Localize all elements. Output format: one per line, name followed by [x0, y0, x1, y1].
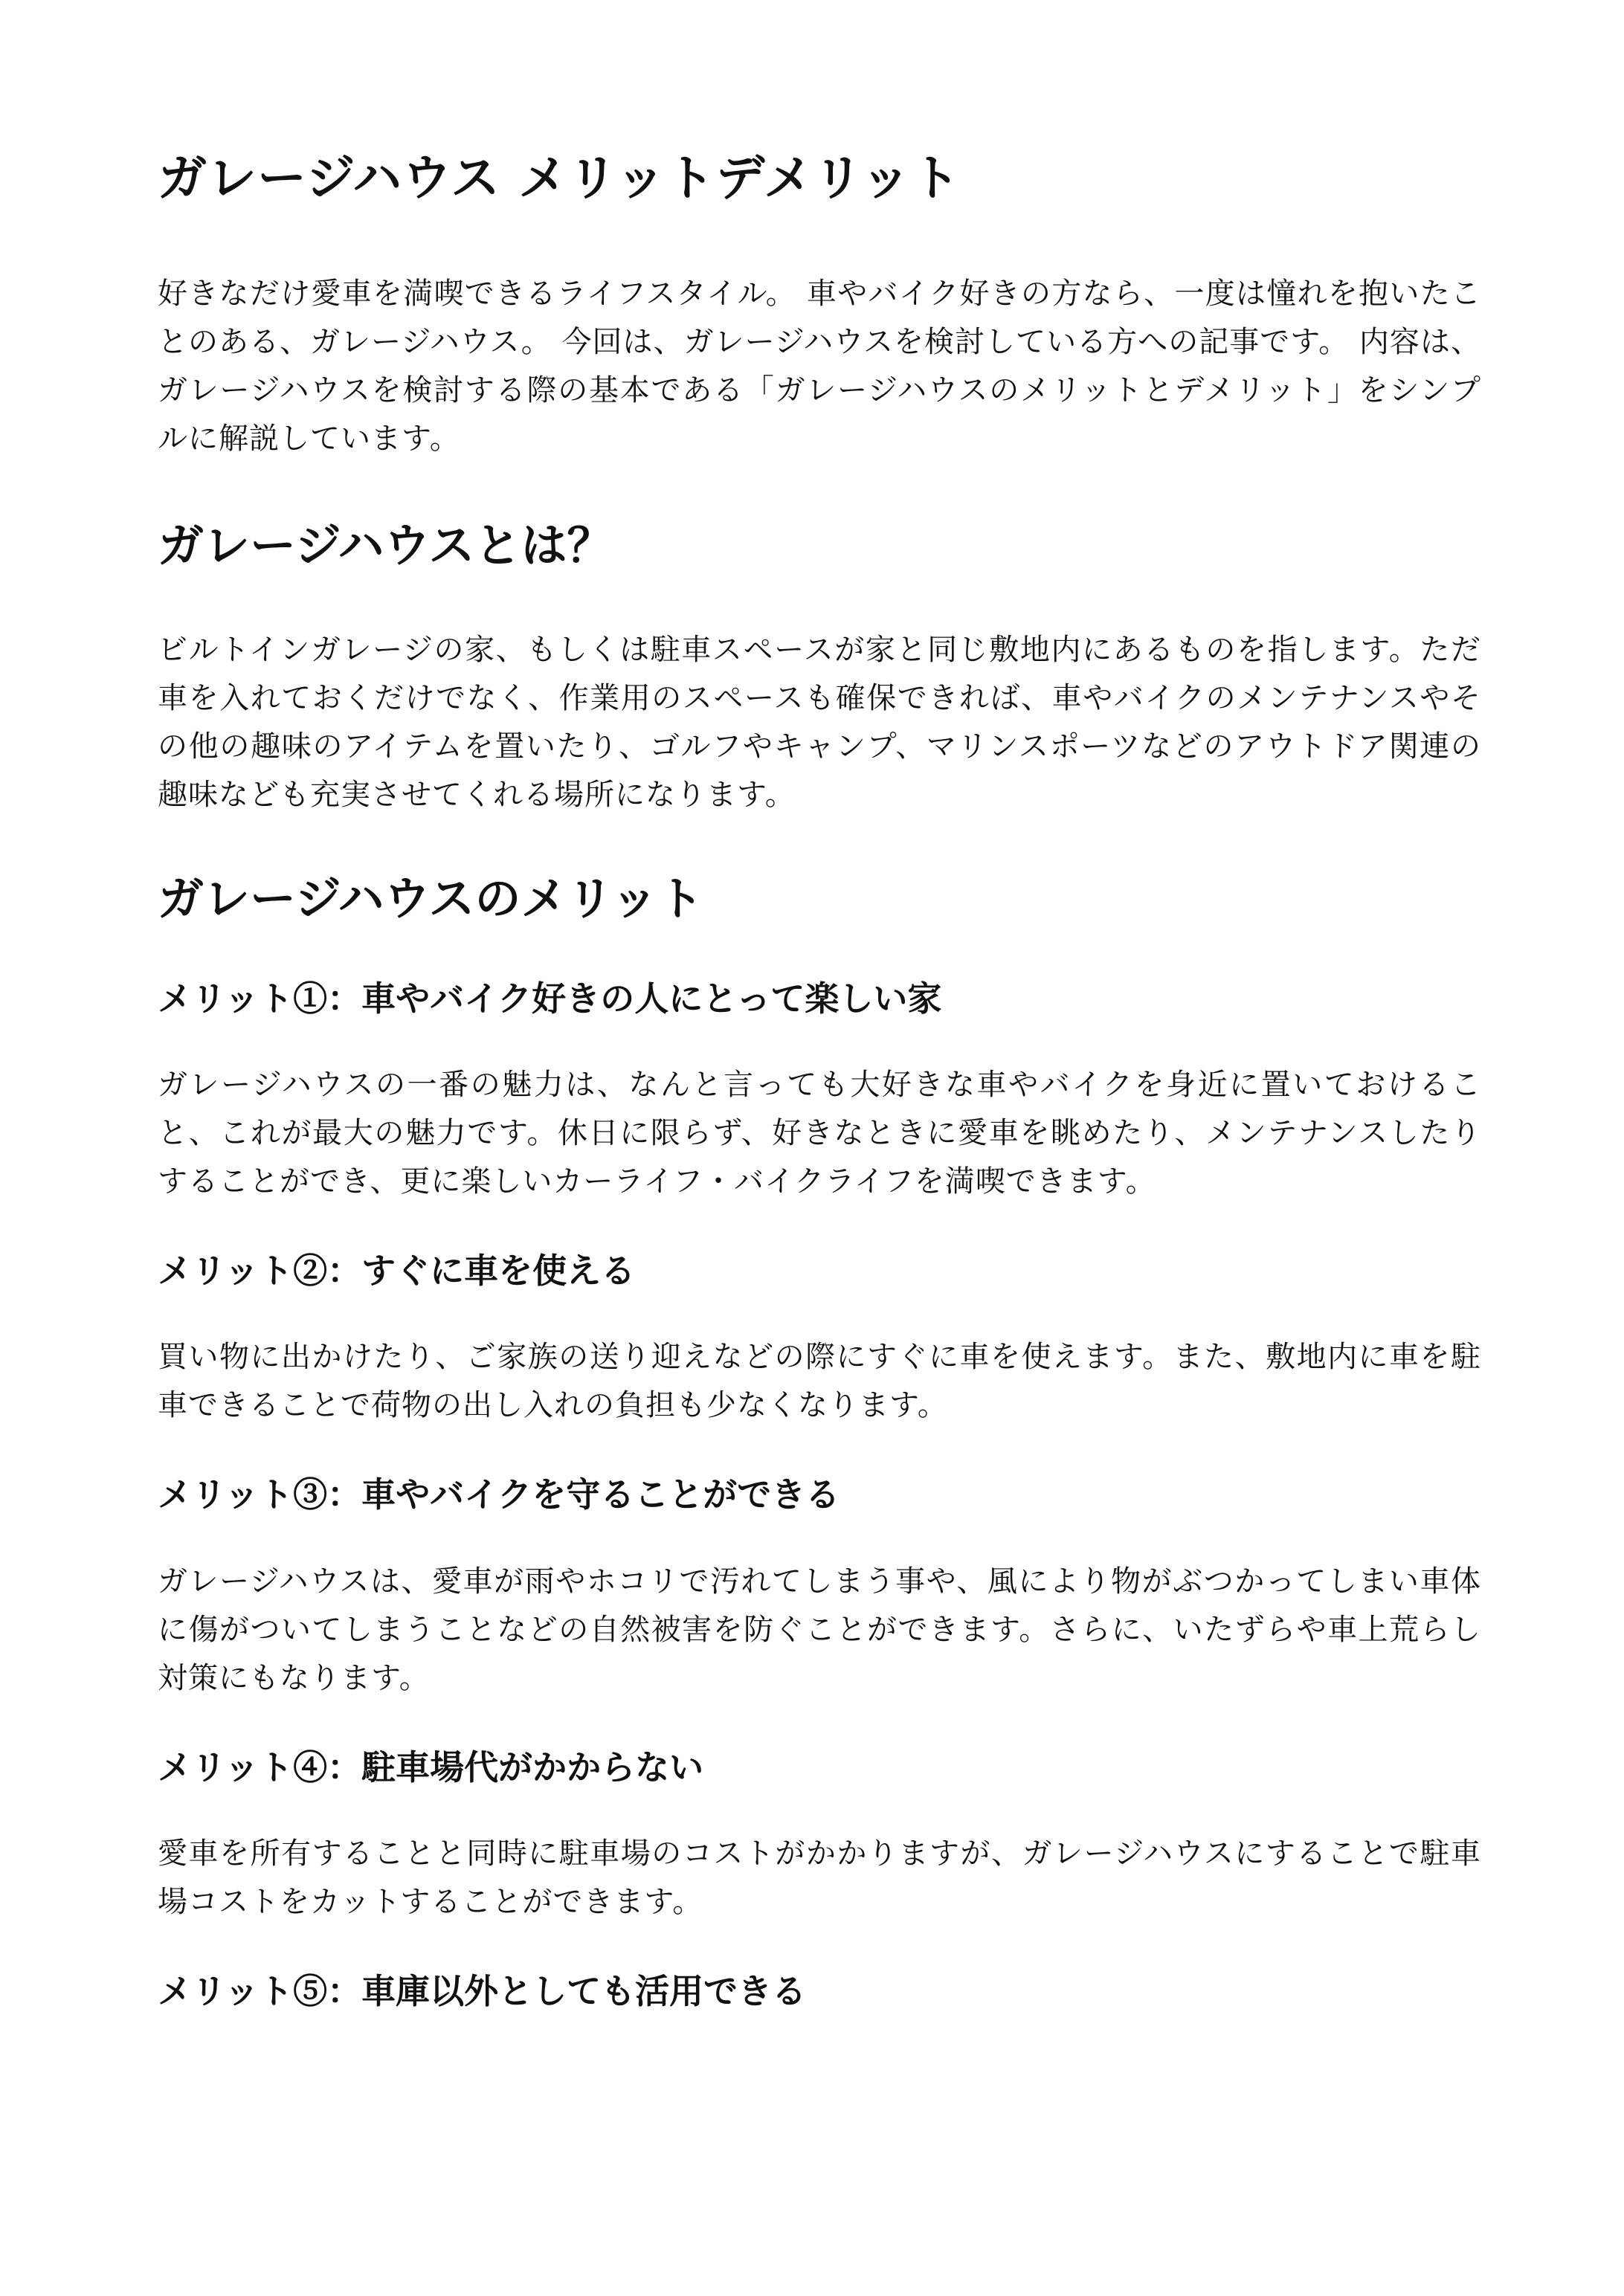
merit-5-heading: メリット⑤：車庫以外としても活用できる — [158, 1970, 807, 2011]
about-paragraph: ビルトインガレージの家、もしくは駐車スペースが家と同じ敷地内にあるものを指します。ただ車を入れておくだけでなく、作業用のスペースも確保できれば、車やバイクのメンテナンスやその他の趣味のアイテムを置いたり、ゴルフやキャンプ、マリンスポーツなどのアウトドア関連の趣味なども充実させてくれる場所になります。 — [158, 632, 1481, 812]
merit-2-paragraph: 買い物に出かけたり、ご家族の送り迎えなどの際にすぐに車を使えます。また、敷地内に車を駐車できることで荷物の出し入れの負担も少なくなります。 — [158, 1340, 1481, 1423]
merit-4-heading: メリット④：駐車場代がかからない — [158, 1747, 704, 1787]
merit-4-paragraph: 愛車を所有することと同時に駐車場のコストがかかりますが、ガレージハウスにすることで駐車場コストをカットすることができます。 — [158, 1836, 1481, 1919]
merit-2-heading: メリット②：すぐに車を使える — [158, 1251, 636, 1292]
merit-3-heading: メリット③：車やバイクを守ることができる — [158, 1474, 840, 1515]
document-title: ガレージハウス メリットデメリット — [158, 149, 961, 207]
merit-1-paragraph: ガレージハウスの一番の魅力は、なんと言っても大好きな車やバイクを身近に置いておけること、これが最大の魅力です。休日に限らず、好きなときに愛車を眺めたり、メンテナンスしたりすることができ、更に楽しいカーライフ・バイクライフを満喫できます。 — [158, 1068, 1481, 1199]
merit-1-heading: メリット①：車やバイク好きの人にとって楽しい家 — [158, 978, 942, 1019]
document-page — [158, 149, 1481, 2054]
intro-paragraph: 好きなだけ愛車を満喫できるライフスタイル。 車やバイク好きの方なら、一度は憧れを抱いたことのある、ガレージハウス。 今回は、ガレージハウスを検討している方への記事です。 内容は、ガレージハウスを検討する際の基本である「ガレージハウスのメリットとデメリット」をシンプルに解説しています。 — [158, 277, 1481, 457]
section-heading-about: ガレージハウスとは？ — [158, 518, 613, 573]
section-heading-merits: ガレージハウスのメリット — [158, 871, 704, 926]
merit-3-paragraph: ガレージハウスは、愛車が雨やホコリで汚れてしまう事や、風により物がぶつかってしまい車体に傷がついてしまうことなどの自然被害を防ぐことができます。さらに、いたずらや車上荒らし対策にもなります。 — [158, 1564, 1481, 1695]
